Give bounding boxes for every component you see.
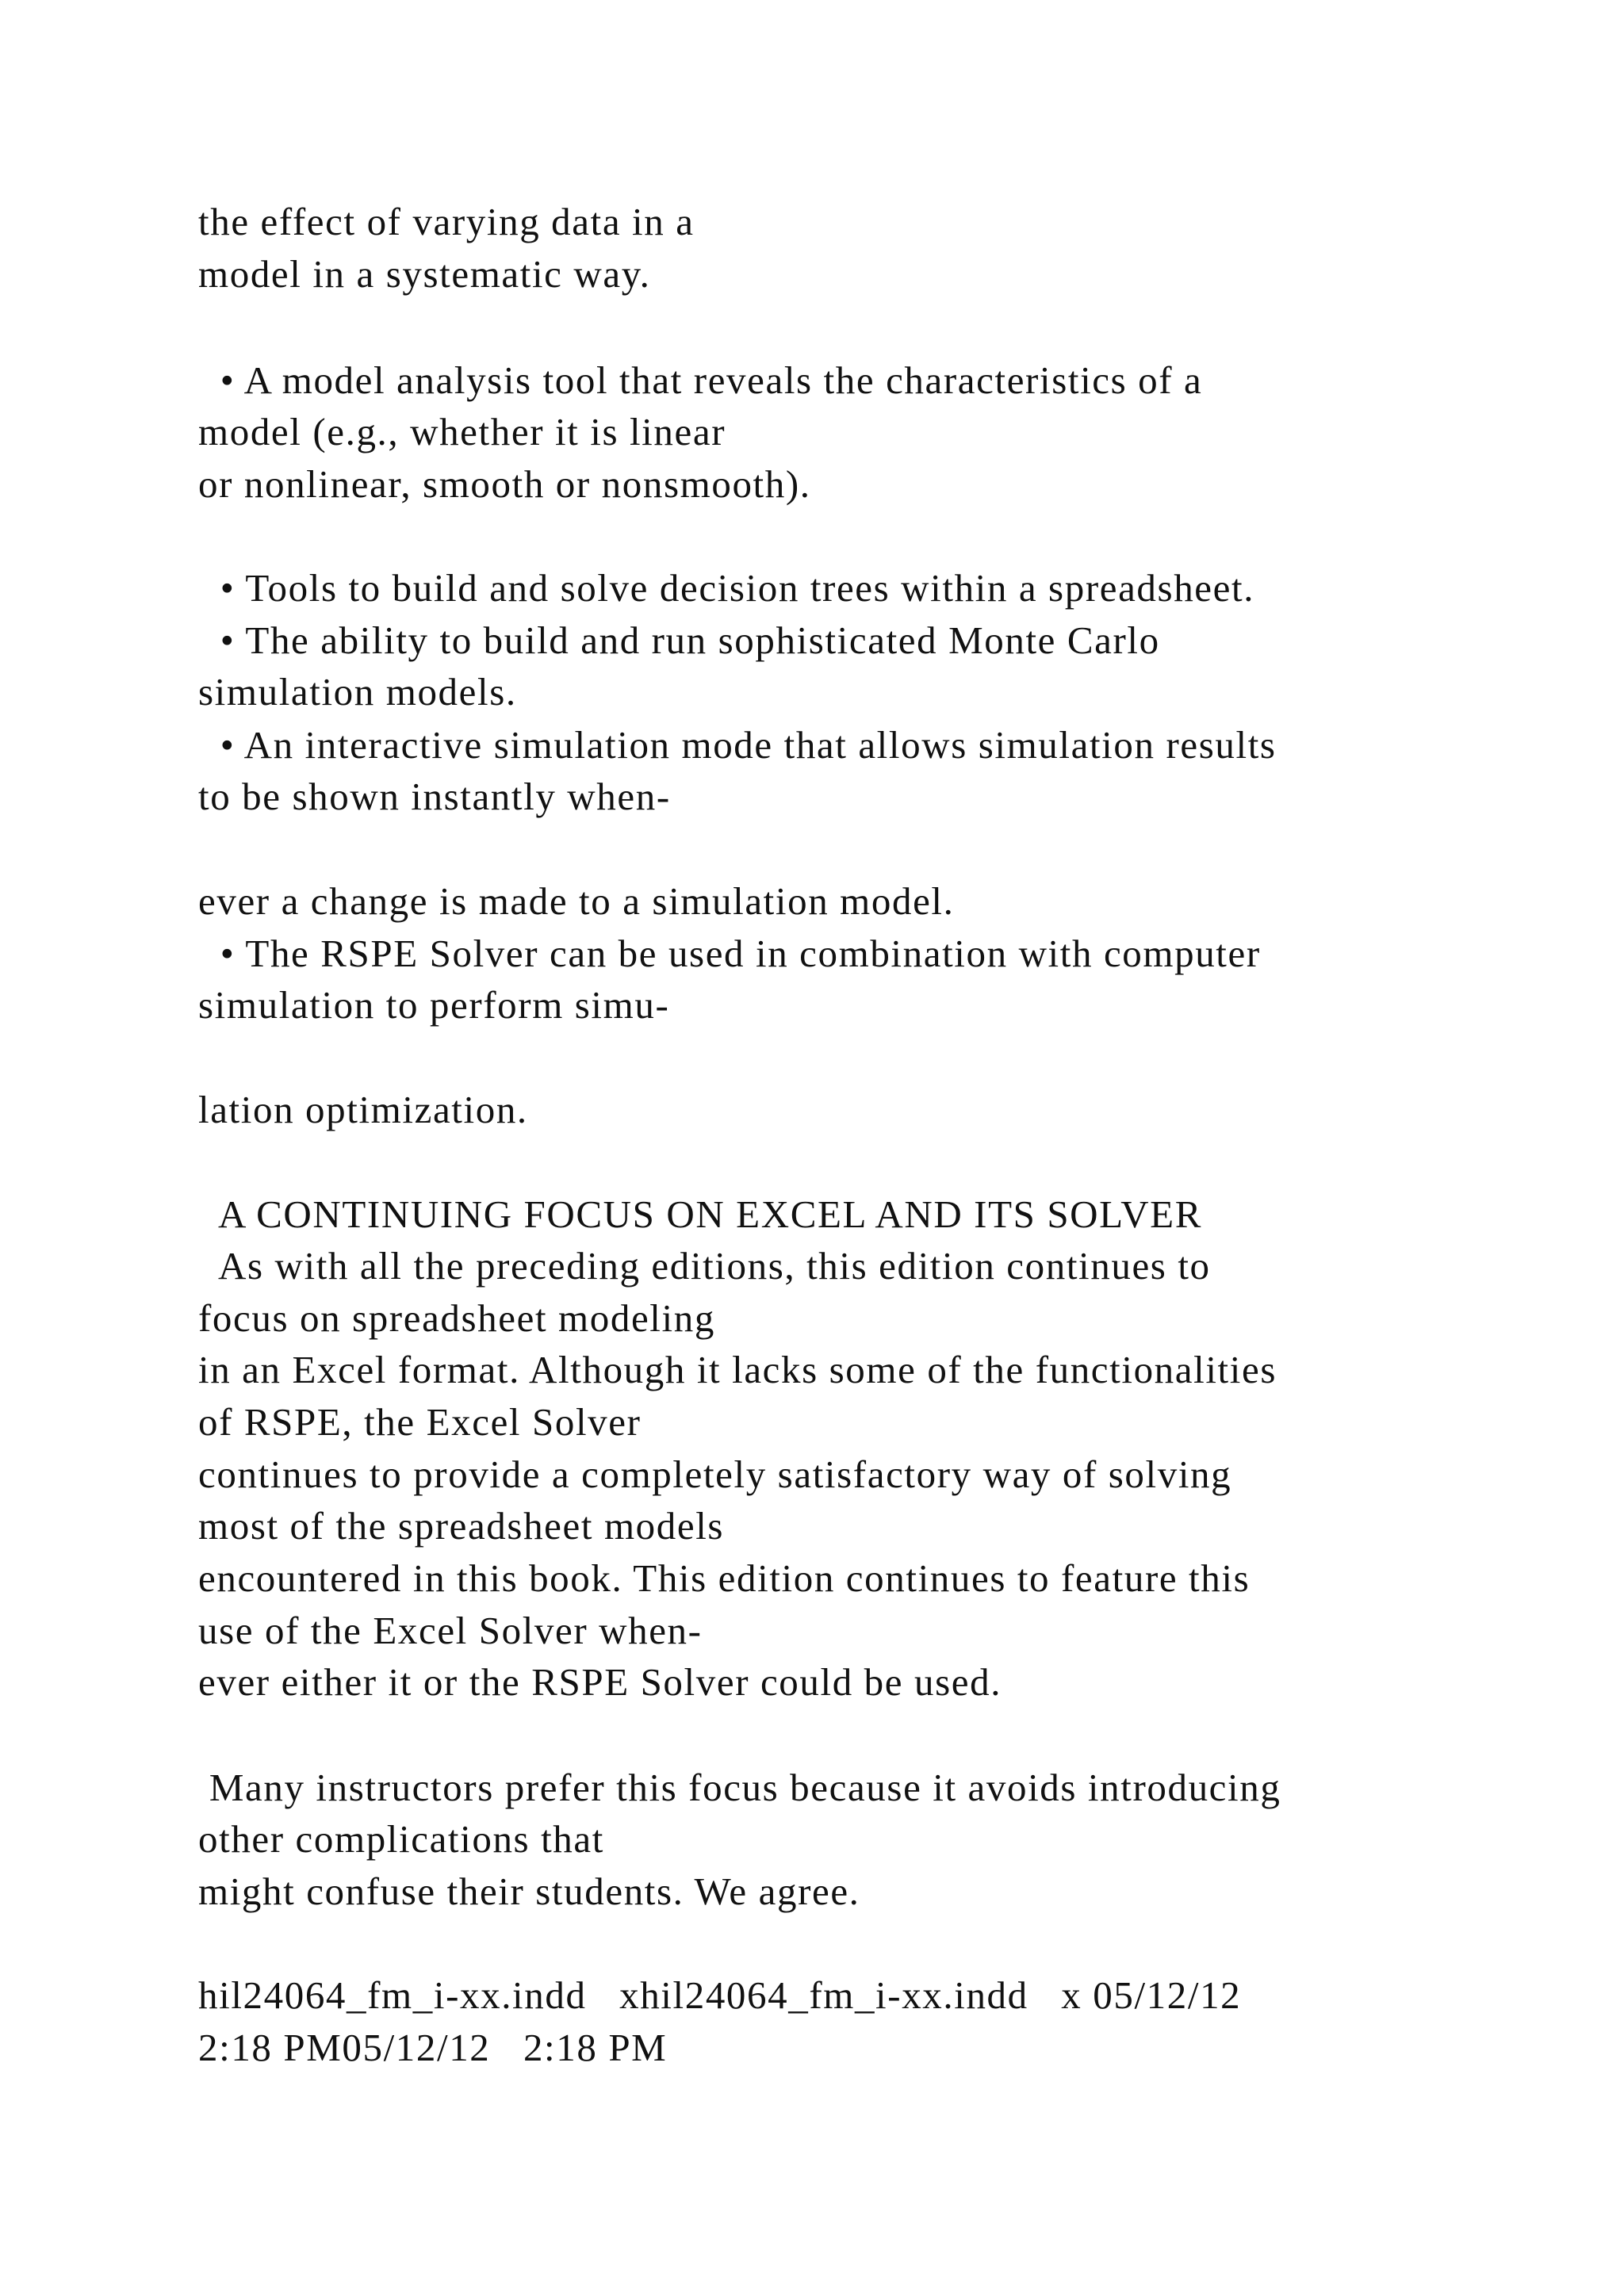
footer-file-info: hil24064_fm_i-xx.indd xhil24064_fm_i-xx.indd x 05/12/12 — [198, 1973, 1242, 2017]
text-line: other complications that — [198, 1817, 604, 1861]
text-line: or nonlinear, smooth or nonsmooth). — [198, 462, 811, 506]
text-line: simulation models. — [198, 670, 517, 714]
text-line: might confuse their students. We agree. — [198, 1869, 860, 1913]
bullet-item: • Tools to build and solve decision trees within a spreadsheet. — [198, 566, 1255, 610]
text-line: in an Excel format. Although it lacks some of the functionalities — [198, 1348, 1277, 1391]
text-line: model in a systematic way. — [198, 252, 651, 296]
bullet-item: • The ability to build and run sophisticated Monte Carlo — [198, 618, 1160, 662]
text-line: ever either it or the RSPE Solver could be used. — [198, 1660, 1002, 1704]
text-line: focus on spreadsheet modeling — [198, 1296, 715, 1340]
text-line: Many instructors prefer this focus because it avoids introducing — [198, 1766, 1281, 1809]
text-line: model (e.g., whether it is linear — [198, 410, 726, 453]
text-line: to be shown instantly when- — [198, 775, 671, 818]
text-line: lation optimization. — [198, 1088, 528, 1131]
text-line: continues to provide a completely satisfactory way of solving — [198, 1452, 1232, 1496]
footer-file-info: 2:18 PM05/12/12 2:18 PM — [198, 2026, 668, 2069]
text-line: use of the Excel Solver when- — [198, 1609, 703, 1652]
bullet-item: • A model analysis tool that reveals the characteristics of a — [198, 358, 1203, 402]
text-line: simulation to perform simu- — [198, 983, 670, 1027]
text-line: most of the spreadsheet models — [198, 1504, 725, 1548]
text-line: of RSPE, the Excel Solver — [198, 1400, 642, 1444]
bullet-item: • The RSPE Solver can be used in combination with computer — [198, 932, 1261, 975]
section-heading: A CONTINUING FOCUS ON EXCEL AND ITS SOLVER — [198, 1192, 1202, 1236]
text-line: ever a change is made to a simulation model. — [198, 879, 955, 923]
text-line: encountered in this book. This edition continues to feature this — [198, 1556, 1251, 1600]
bullet-item: • An interactive simulation mode that allows simulation results — [198, 723, 1277, 767]
text-line: As with all the preceding editions, this edition continues to — [198, 1244, 1211, 1288]
text-line: the effect of varying data in a — [198, 200, 695, 243]
